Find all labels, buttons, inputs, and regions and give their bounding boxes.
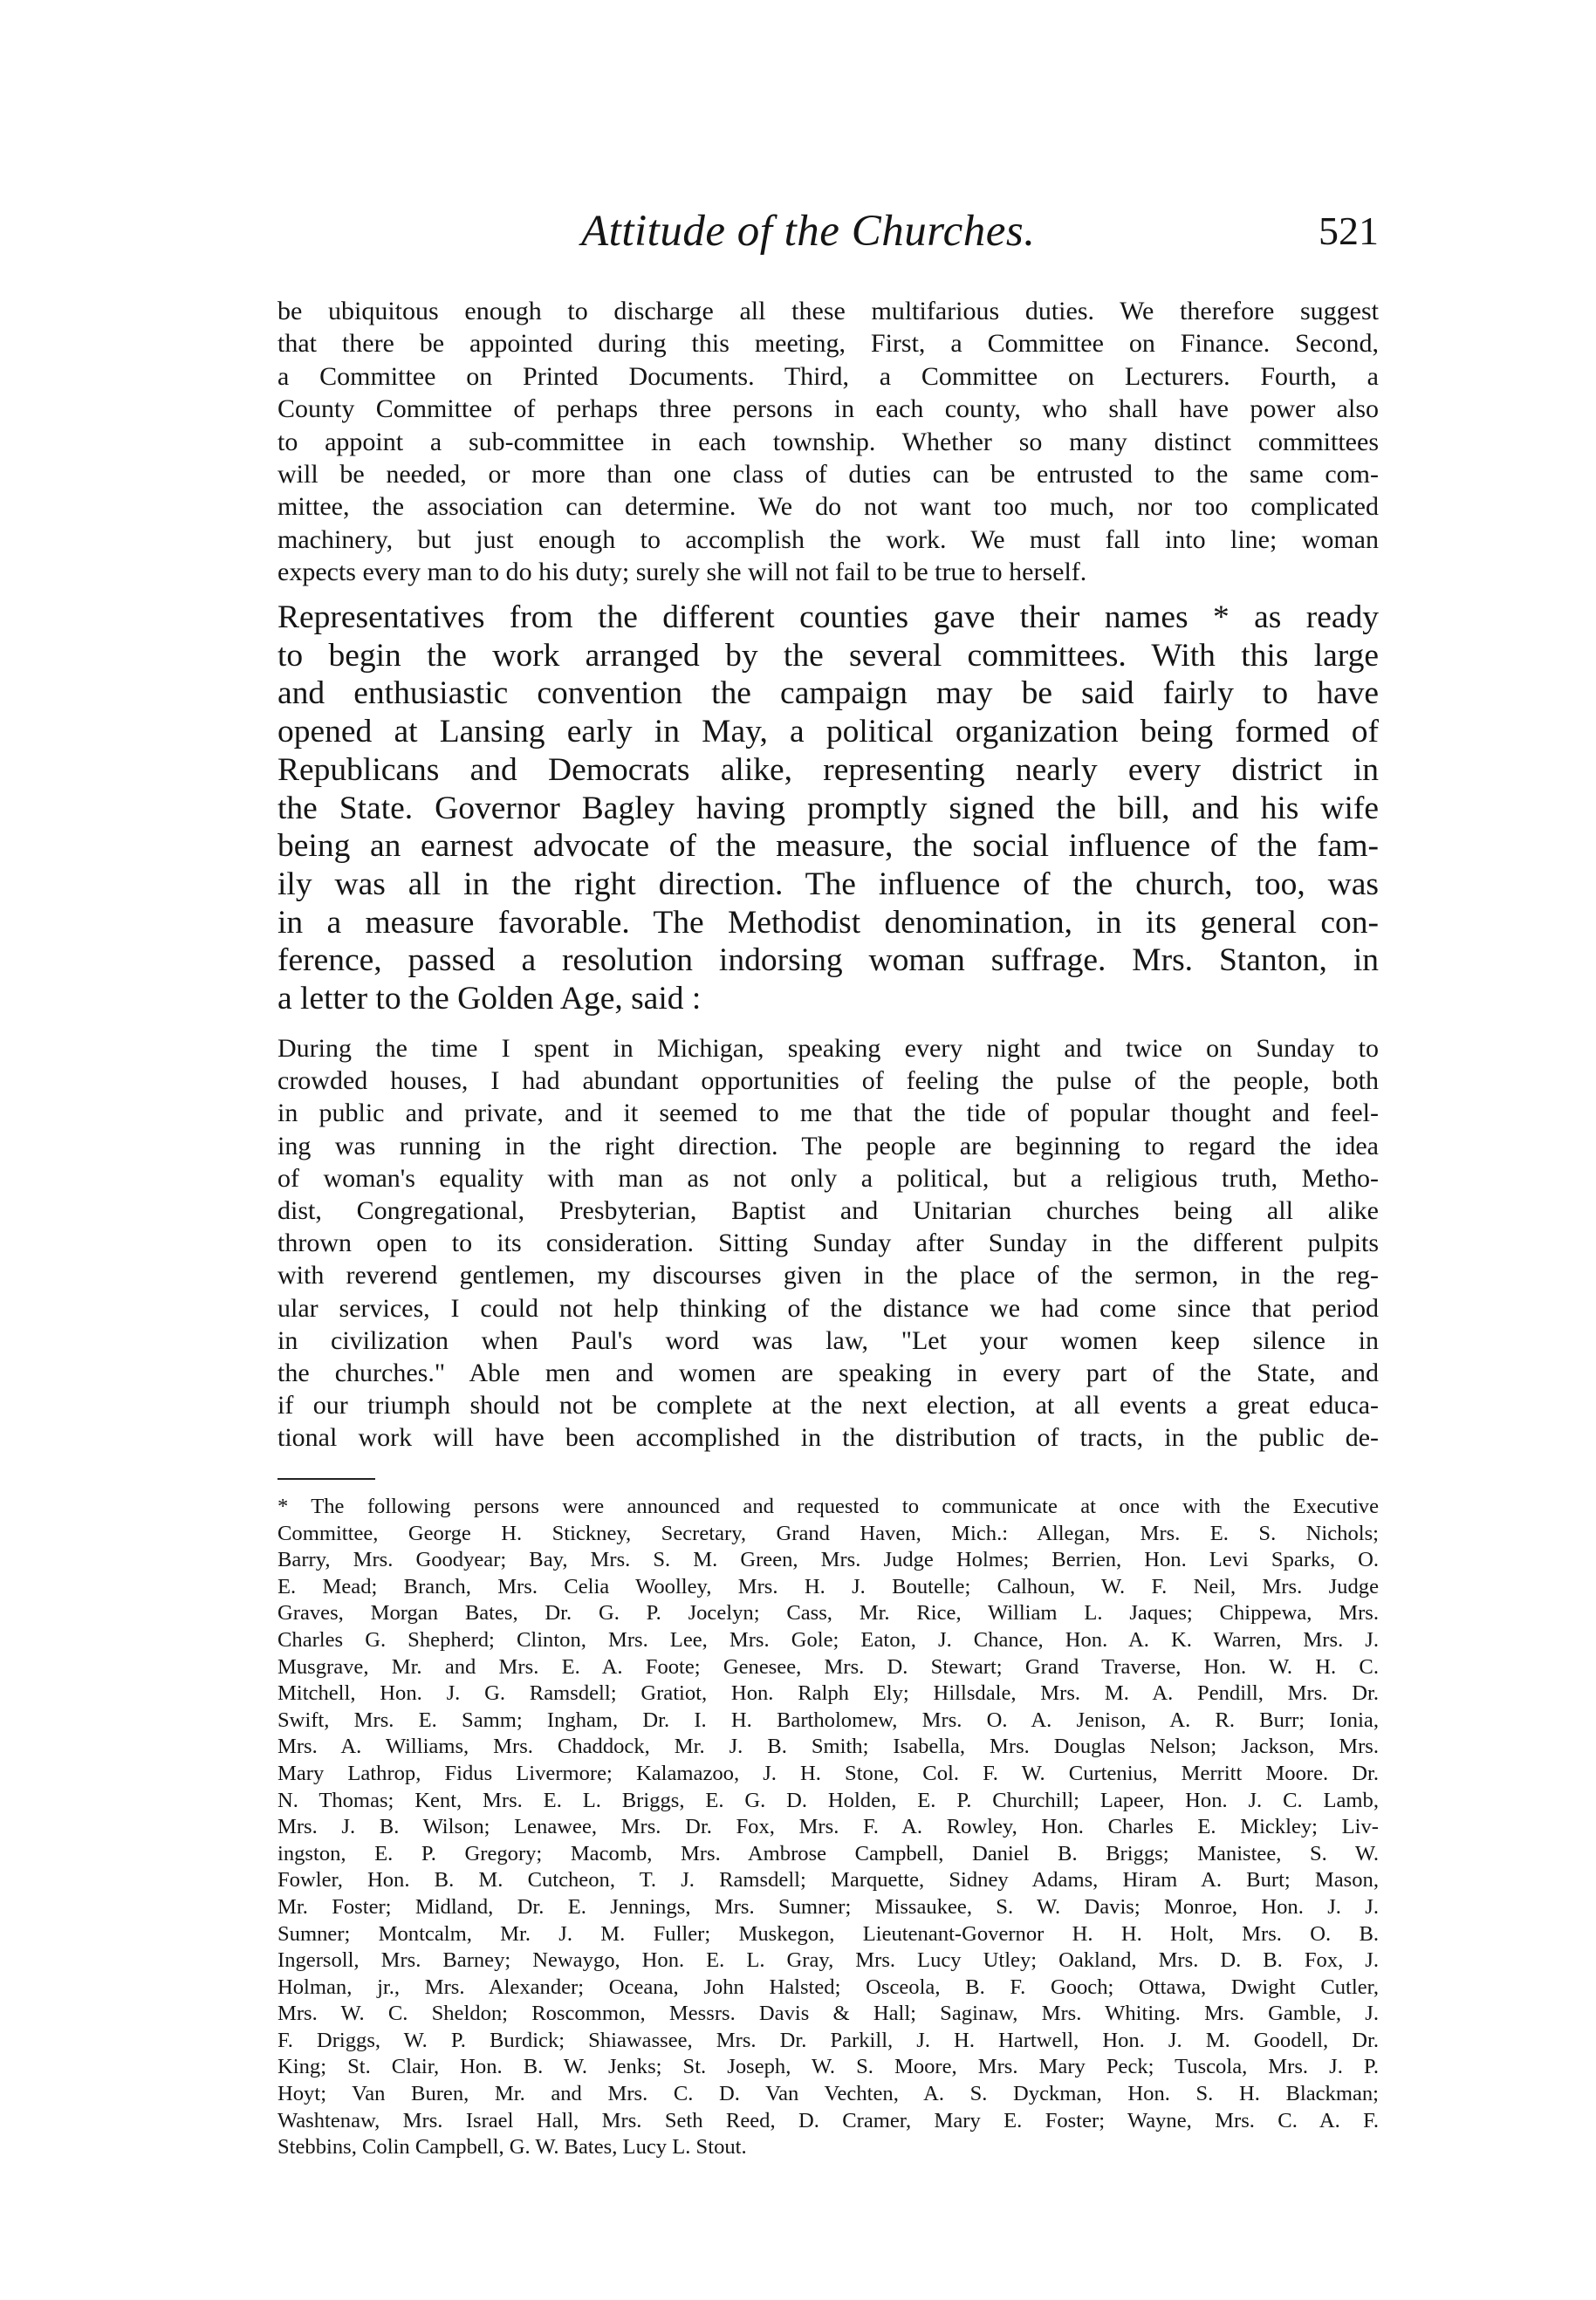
footnote xyxy=(277,1494,1379,2161)
footnote-line: Barry, Mrs. Goodyear; Bay, Mrs. S. M. Green, Mrs. Judge Holmes; Berrien, Hon. Levi Sparks, O. xyxy=(277,1548,1379,1572)
page-number: 521 xyxy=(1319,209,1379,253)
text-line: being an earnest advocate of the measure, the social influence of the fam- xyxy=(277,828,1379,865)
text-line: of woman's equality with man as not only a political, but a religious truth, Metho- xyxy=(277,1163,1379,1193)
text-line: Representatives from the different counties gave their names * as ready xyxy=(277,599,1379,635)
footnote-line: Mary Lathrop, Fidus Livermore; Kalamazoo, J. H. Stone, Col. F. W. Curtenius, Merritt Moore. Dr. xyxy=(277,1761,1379,1785)
text-line: and enthusiastic convention the campaign may be said fairly to have xyxy=(277,675,1379,712)
footnote-line: Fowler, Hon. B. M. Cutcheon, T. J. Ramsdell; Marquette, Sidney Adams, Hiram A. Burt; Mason, xyxy=(277,1868,1379,1893)
footnote-line: Hoyt; Van Buren, Mr. and Mrs. C. D. Van Vechten, A. S. Dyckman, Hon. S. H. Blackman; xyxy=(277,2082,1379,2106)
text-line: to appoint a sub-committee in each township. Whether so many distinct committees xyxy=(277,427,1379,456)
footnote-line: N. Thomas; Kent, Mrs. E. L. Briggs, E. G. D. Holden, E. P. Churchill; Lapeer, Hon. J. C. Lamb, xyxy=(277,1788,1379,1812)
text-line: in public and private, and it seemed to me that the tide of popular thought and feel- xyxy=(277,1099,1379,1128)
text-line: expects every man to do his duty; surely she will not fail to be true to herself. xyxy=(277,558,1087,587)
footnote-rule xyxy=(277,1478,375,1480)
text-line: ular services, I could not help thinking of the distance we had come since that period xyxy=(277,1293,1379,1323)
text-line: be ubiquitous enough to discharge all these multifarious duties. We therefore suggest xyxy=(277,297,1379,325)
text-line: to begin the work arranged by the several committees. With this large xyxy=(277,637,1379,674)
footnote-line: Charles G. Shepherd; Clinton, Mrs. Lee, Mrs. Gole; Eaton, J. Chance, Hon. A. K. Warren, Mrs. J. xyxy=(277,1627,1379,1652)
text-line: crowded houses, I had abundant opportunities of feeling the pulse of the people, both xyxy=(277,1066,1379,1096)
text-line: if our triumph should not be complete at the next election, at all events a great educa- xyxy=(277,1391,1379,1420)
text-line: ing was running in the right direction. The people are beginning to regard the idea xyxy=(277,1131,1379,1160)
footnote-line: Committee, George H. Stickney, Secretary, Grand Haven, Mich.: Allegan, Mrs. E. S. Nichols; xyxy=(277,1521,1379,1545)
footnote-line: F. Driggs, W. P. Burdick; Shiawassee, Mrs. Dr. Parkill, J. H. Hartwell, Hon. J. M. Goodell, Dr. xyxy=(277,2028,1379,2052)
footnote-line: Sumner; Montcalm, Mr. J. M. Fuller; Muskegon, Lieutenant-Governor H. H. Holt, Mrs. O. B. xyxy=(277,1921,1379,1946)
footnote-line: Swift, Mrs. E. Samm; Ingham, Dr. I. H. Bartholomew, Mrs. O. A. Jenison, A. R. Burr; Ionia, xyxy=(277,1708,1379,1732)
text-line: thrown open to its consideration. Sitting Sunday after Sunday in the different pulpits xyxy=(277,1229,1379,1258)
text-line: tional work will have been accomplished in the distribution of tracts, in the public de- xyxy=(277,1423,1379,1453)
footnote-line: Holman, jr., Mrs. Alexander; Oceana, John Halsted; Osceola, B. F. Gooch; Ottawa, Dwight Cutler, xyxy=(277,1975,1379,1999)
footnote-line: * The following persons were announced and requested to communicate at once with the Executive xyxy=(277,1495,1379,1518)
text-line: with reverend gentlemen, my discourses given in the place of the sermon, in the reg- xyxy=(277,1261,1379,1290)
footnote-line: Graves, Morgan Bates, Dr. G. P. Jocelyn; Cass, Mr. Rice, William L. Jaques; Chippewa, Mrs. xyxy=(277,1601,1379,1626)
footnote-line: Washtenaw, Mrs. Israel Hall, Mrs. Seth Reed, D. Cramer, Mary E. Foster; Wayne, Mrs. C. A. F. xyxy=(277,2108,1379,2132)
footnote-line: Mr. Foster; Midland, Dr. E. Jennings, Mrs. Sumner; Missaukee, S. W. Davis; Monroe, Hon. J. J. xyxy=(277,1894,1379,1919)
text-line: machinery, but just enough to accomplish the work. We must fall into line; woman xyxy=(277,524,1379,554)
text-line: the churches." Able men and women are speaking in every part of the State, and xyxy=(277,1359,1379,1388)
body-paragraph xyxy=(277,599,1379,1018)
footnote-line: Ingersoll, Mrs. Barney; Newaygo, Hon. E. L. Gray, Mrs. Lucy Utley; Oakland, Mrs. D. B. Fox, J. xyxy=(277,1948,1379,1973)
text-line: Republicans and Democrats alike, representing nearly every district in xyxy=(277,751,1379,788)
text-line: a letter to the Golden Age, said : xyxy=(277,981,702,1017)
text-line: ference, passed a resolution indorsing woman suffrage. Mrs. Stanton, in xyxy=(277,942,1379,979)
text-line: During the time I spent in Michigan, speaking every night and twice on Sunday to xyxy=(277,1034,1379,1063)
text-line: the State. Governor Bagley having promptly signed the bill, and his wife xyxy=(277,790,1379,826)
footnote-line: ingston, E. P. Gregory; Macomb, Mrs. Ambrose Campbell, Daniel B. Briggs; Manistee, S. W. xyxy=(277,1841,1379,1865)
text-line: ily was all in the right direction. The influence of the church, too, was xyxy=(277,866,1379,902)
footnote-line: Mrs. W. C. Sheldon; Roscommon, Messrs. Davis & Hall; Saginaw, Mrs. Whiting. Mrs. Gamble, J. xyxy=(277,2002,1379,2026)
footnote-line: Stebbins, Colin Campbell, G. W. Bates, Lucy L. Stout. xyxy=(277,2135,747,2160)
footnote-line: King; St. Clair, Hon. B. W. Jenks; St. Joseph, W. S. Moore, Mrs. Mary Peck; Tuscola, Mrs. J. P. xyxy=(277,2055,1379,2079)
text-line: in a measure favorable. The Methodist denomination, in its general con- xyxy=(277,904,1379,941)
footnote-line: Mrs. A. Williams, Mrs. Chaddock, Mr. J. B. Smith; Isabella, Mrs. Douglas Nelson; Jackson, Mrs. xyxy=(277,1735,1379,1759)
text-line: in civilization when Paul's word was law, "Let your women keep silence in xyxy=(277,1325,1379,1355)
running-head xyxy=(277,206,1379,267)
text-line: dist, Congregational, Presbyterian, Baptist and Unitarian churches being all alike xyxy=(277,1196,1379,1226)
footnote-line: E. Mead; Branch, Mrs. Celia Woolley, Mrs. H. J. Boutelle; Calhoun, W. F. Neil, Mrs. Judge xyxy=(277,1574,1379,1598)
text-line: opened at Lansing early in May, a political organization being formed of xyxy=(277,714,1379,750)
text-line: County Committee of perhaps three persons in each county, who shall have power also xyxy=(277,394,1379,424)
quoted-extract-stanton-letter xyxy=(277,1032,1379,1455)
text-line: mittee, the association can determine. We do not want too much, nor too complicated xyxy=(277,492,1379,522)
footnote-line: Musgrave, Mr. and Mrs. E. A. Foote; Genesee, Mrs. D. Stewart; Grand Traverse, Hon. W. H. C. xyxy=(277,1654,1379,1679)
text-line: a Committee on Printed Documents. Third, a Committee on Lecturers. Fourth, a xyxy=(277,361,1379,391)
footnote-line: Mitchell, Hon. J. G. Ramsdell; Gratiot, Hon. Ralph Ely; Hillsdale, Mrs. M. A. Pendill, Mrs. Dr. xyxy=(277,1681,1379,1706)
footnote-line: Mrs. J. B. Wilson; Lenawee, Mrs. Dr. Fox, Mrs. F. A. Rowley, Hon. Charles E. Mickley; Liv- xyxy=(277,1815,1379,1839)
quoted-extract-committees xyxy=(277,295,1379,589)
running-title: Attitude of the Churches. xyxy=(581,207,1036,256)
text-line: will be needed, or more than one class of duties can be entrusted to the same com- xyxy=(277,460,1379,489)
text-line: that there be appointed during this meeting, First, a Committee on Finance. Second, xyxy=(277,329,1379,359)
